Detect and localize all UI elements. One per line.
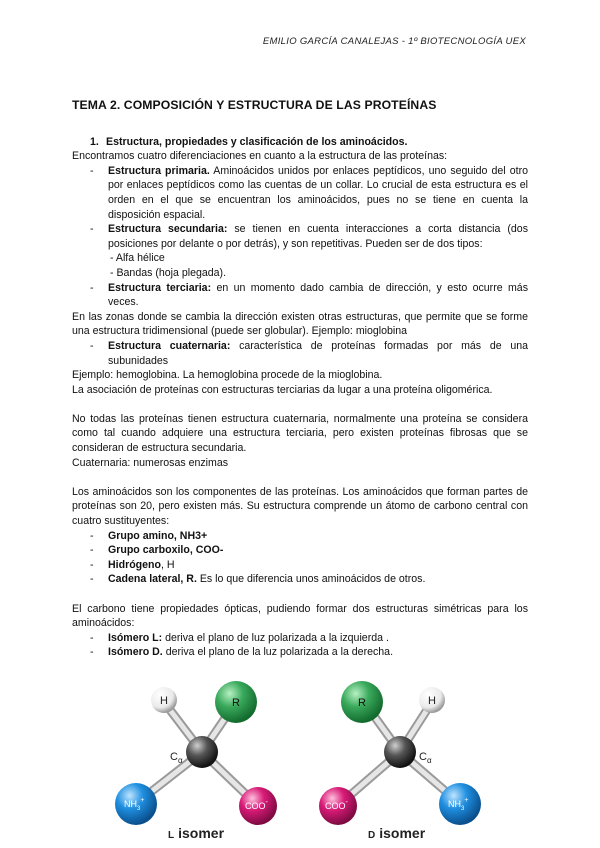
label-amino: Grupo amino, NH3+ — [108, 529, 208, 542]
secundaria-type-alfa: - Alfa hélice — [110, 252, 165, 265]
l-isomer-molecule — [115, 681, 277, 841]
structure-list — [72, 164, 528, 252]
label-hidrogeno: Hidrógeno — [108, 558, 161, 571]
intro-paragraph: Encontramos cuatro diferenciaciones en cuanto a la estructura de las proteínas: — [72, 150, 448, 163]
label-isomero-d: Isómero D. — [108, 646, 163, 659]
label-carboxilo: Grupo carboxilo, COO- — [108, 544, 224, 557]
alpha-carbon-atom-l — [186, 736, 218, 768]
r-label-l: R — [232, 697, 240, 709]
coo-label-l: COO- — [245, 799, 268, 811]
structure-list-3 — [72, 339, 528, 368]
list-item-hidrogeno — [72, 558, 528, 573]
isomer-figure — [90, 672, 520, 842]
h-label-l: H — [160, 695, 168, 707]
list-item-carboxilo — [72, 543, 528, 558]
label-terciaria: Estructura terciaria: — [108, 281, 212, 294]
text-isomero-l: deriva el plano de luz polarizada a la izquierda . — [162, 631, 389, 644]
label-secundaria: Estructura secundaria: — [108, 223, 228, 236]
text-hidrogeno: , H — [160, 558, 175, 571]
nh3-label-l: $NH_3^+$ — [124, 797, 145, 812]
text-secundaria: se tienen en cuenta interacciones a corta distancia (dos posiciones por delante o por detrás), y son repetitivas. Pueden ser de dos tipos: — [108, 223, 528, 250]
section-number: 1. — [90, 135, 99, 148]
list-item-terciaria — [72, 281, 528, 310]
d-isomer-molecule — [319, 681, 481, 841]
page-title: TEMA 2. COMPOSICIÓN Y ESTRUCTURA DE LAS PROTEÍNAS — [72, 98, 437, 112]
substituent-list — [72, 529, 528, 587]
cuaternaria-enzimas-line: Cuaternaria: numerosas enzimas — [72, 456, 229, 469]
label-isomero-l: Isómero L: — [108, 631, 163, 644]
l-isomer-caption: L isomer — [168, 825, 225, 841]
coo-label-d: COO- — [325, 799, 348, 811]
text-terciaria: en un momento dado cambia de dirección, y esto ocurre más veces. — [108, 281, 528, 309]
alpha-carbon-atom-d — [384, 736, 416, 768]
label-cadena: Cadena lateral, R. — [108, 573, 197, 586]
label-primaria: Estructura primaria. — [108, 164, 210, 177]
secundaria-type-bandas: - Bandas (hoja plegada). — [110, 266, 227, 279]
isomer-diagram — [90, 672, 520, 842]
list-item-secundaria — [72, 222, 528, 251]
asociacion-line: La asociación de proteínas con estructuras terciarias da lugar a una proteína oligomérica. — [72, 383, 493, 396]
list-item-cuaternaria — [72, 339, 528, 368]
label-cuaternaria: Estructura cuaternaria: — [108, 339, 231, 352]
document-body — [72, 98, 528, 660]
r-label-d: R — [358, 697, 366, 709]
page-header: EMILIO GARCÍA CANALEJAS - 1º BIOTECNOLOGÍA UEX — [262, 36, 526, 47]
c-alpha-label-l: $C_\alpha$ — [170, 751, 183, 765]
ejemplo-line: Ejemplo: hemoglobina. La hemoglobina procede de la mioglobina. — [72, 369, 383, 382]
zonas-paragraph: En las zonas donde se cambia la dirección existen otras estructuras, que permite que se forme una estructura tridimensional (puede ser globular). Ejemplo: mioglobina — [72, 310, 528, 338]
text-cadena: Es lo que diferencia unos aminoácidos de otros. — [196, 573, 426, 586]
list-item-isomero-d — [72, 645, 528, 660]
aminoacidos-paragraph: Los aminoácidos son los componentes de las proteínas. Los aminoácidos que forman partes de proteínas son 20, pero existen más. Su estructura comprende un átomo de carbono central con cuatro sustituyentes: — [72, 485, 528, 528]
text-isomero-d: deriva el plano de la luz polarizada a la derecha. — [162, 646, 394, 659]
nh3-label-d: $NH_3^+$ — [448, 797, 469, 812]
text-primaria: Aminoácidos unidos por enlaces peptídicos, uno seguido del otro por enlaces peptídicos como las cuentas de un collar. Lo crucial de esta estructura es el orden en el que se encuentran los aminoácidos, pues no se tiene en cuenta la disposición espacial. — [108, 164, 528, 221]
cuaternaria-paragraph: No todas las proteínas tienen estructura cuaternaria, normalmente una proteína se considera como tal cuando adquiere una estructura terciaria, pero existen proteínas fibrosas que se consideran de estructura secundaria. — [72, 412, 528, 455]
list-item-cadena — [72, 572, 528, 587]
optico-paragraph: El carbono tiene propiedades ópticas, pudiendo formar dos estructuras simétricas para los aminoácidos: — [72, 602, 528, 630]
list-item-primaria — [72, 164, 528, 222]
text-cuaternaria: característica de proteínas formadas por más de una subunidades — [108, 339, 529, 367]
section-heading — [90, 135, 528, 150]
isomer-list — [72, 631, 528, 660]
section-title: Estructura, propiedades y clasificación de los aminoácidos. — [106, 135, 408, 148]
structure-list-2 — [72, 281, 528, 310]
h-label-d: H — [428, 695, 436, 707]
list-item-amino — [72, 529, 528, 544]
c-alpha-label-d: $C_\alpha$ — [419, 751, 432, 765]
list-item-isomero-l — [72, 631, 528, 646]
d-isomer-caption: D isomer — [368, 825, 426, 841]
